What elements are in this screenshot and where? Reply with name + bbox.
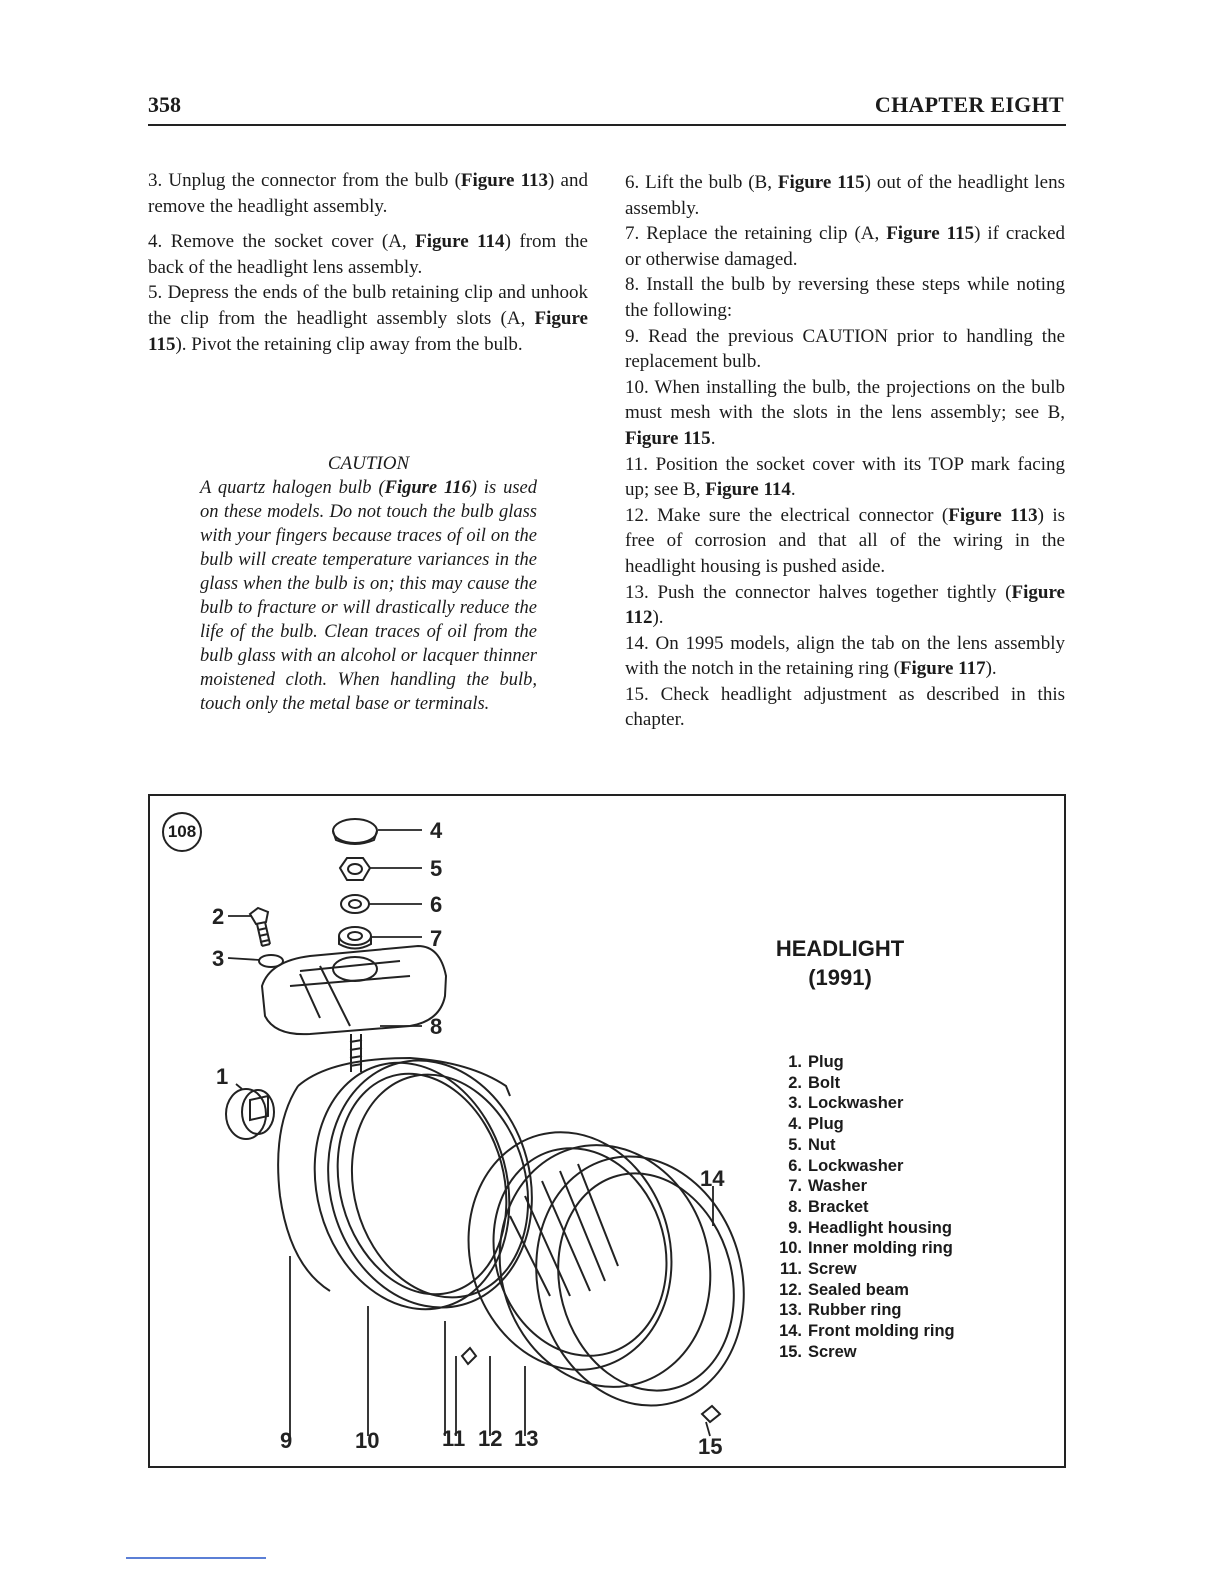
mounting-stud-part <box>350 1034 362 1072</box>
legend-item <box>770 1135 955 1156</box>
step-11: 11. Position the socket cover with its TOP mark facing up; see B, Figure 114. <box>625 453 1065 501</box>
figure-108 <box>148 794 1066 1468</box>
step-12: 12. Make sure the electrical connector (Figure 113) is free of corrosion and that all of the wiring in the headlight housing is pushed aside. <box>625 504 1066 577</box>
callout-1: 1 <box>216 1064 229 1089</box>
callout-9: 9 <box>280 1428 293 1453</box>
callout-4: 4 <box>430 818 443 843</box>
legend-number: 12. <box>779 1280 802 1299</box>
callout-14: 14 <box>700 1166 725 1191</box>
legend-label: Washer <box>808 1177 867 1196</box>
legend-item <box>770 1176 955 1197</box>
legend-label: Screw <box>808 1342 857 1361</box>
legend-item <box>770 1259 955 1280</box>
step-14: 14. On 1995 models, align the tab on the lens assembly with the notch in the retaining ring (Figure 117). <box>625 632 1065 680</box>
figure-title <box>750 934 930 992</box>
legend-item <box>770 1300 955 1321</box>
inner-molding-ring-part <box>301 1037 559 1330</box>
legend-label: Rubber ring <box>808 1301 902 1320</box>
caution-text: A quartz halogen bulb (Figure 116) is used on these models. Do not touch the bulb glass with your fingers because traces of oil on the bulb will create temperature variances in the glass when the bulb is on; this may cause the bulb to fracture or will drastically reduce the life of the bulb. Clean traces of oil from the bulb glass with an alcohol or lacquer thinner moistened cloth. When handling the bulb, touch only the metal base or terminals. <box>200 478 537 714</box>
legend-item <box>770 1073 955 1094</box>
footer-link-underline <box>126 1557 266 1559</box>
legend-item <box>770 1321 955 1342</box>
step-9: 9. Read the previous CAUTION prior to handling the replacement bulb. <box>625 325 1065 373</box>
header-rule <box>148 124 1066 126</box>
bolt-part <box>250 908 270 946</box>
legend-number: 15. <box>779 1342 802 1361</box>
step-8: 8. Install the bulb by reversing these steps while noting the following: <box>625 274 1065 321</box>
callout-11: 11 <box>442 1426 466 1451</box>
legend-label: Sealed beam <box>808 1280 909 1299</box>
right-column <box>625 170 1065 733</box>
legend-item <box>770 1197 955 1218</box>
front-molding-ring-part <box>509 1133 771 1429</box>
caution-block <box>200 452 537 716</box>
callout-3: 3 <box>212 946 225 971</box>
callout-12: 12 <box>478 1426 503 1451</box>
legend-label: Screw <box>808 1260 857 1279</box>
parts-legend <box>770 1052 955 1363</box>
step-7: 7. Replace the retaining clip (A, Figure 115) if cracked or otherwise damaged. <box>625 223 1065 270</box>
legend-label: Inner molding ring <box>808 1239 953 1258</box>
legend-label: Bolt <box>808 1073 841 1092</box>
legend-number: 13. <box>779 1301 802 1320</box>
legend-number: 10. <box>779 1239 802 1258</box>
legend-item <box>770 1156 955 1177</box>
left-column <box>148 168 588 357</box>
callout-10: 10 <box>355 1428 380 1453</box>
plug-cap-part <box>333 819 377 844</box>
screw-15-part <box>702 1406 720 1422</box>
callout-15: 15 <box>698 1434 723 1459</box>
callout-7: 7 <box>430 926 443 951</box>
callout-6: 6 <box>430 892 443 917</box>
legend-number: 5. <box>788 1135 802 1154</box>
legend-label: Headlight housing <box>808 1218 952 1237</box>
chapter-title: CHAPTER EIGHT <box>874 92 1064 117</box>
sealed-beam-part <box>442 1109 697 1393</box>
step-4: 4. Remove the socket cover (A, Figure 114) from the back of the headlight lens assembly. <box>148 231 588 278</box>
step-6: 6. Lift the bulb (B, Figure 115) out of the headlight lens assembly. <box>625 172 1065 219</box>
legend-item <box>770 1218 955 1239</box>
figure-title-line2: (1991) <box>808 965 872 990</box>
screw-11-part <box>462 1348 476 1364</box>
legend-number: 1. <box>788 1053 802 1071</box>
step-5: 5. Depress the ends of the bulb retaining clip and unhook the clip from the headlight assembly slots (A, Figure 115). Pivot the retaining clip away from the bulb. <box>148 282 588 355</box>
bracket-part <box>262 946 446 1034</box>
legend-label: Lockwasher <box>808 1156 904 1175</box>
legend-number: 3. <box>788 1094 802 1113</box>
legend-number: 7. <box>788 1177 802 1196</box>
step-15: 15. Check headlight adjustment as described in this chapter. <box>625 683 1065 731</box>
legend-number: 9. <box>788 1218 802 1237</box>
legend-item <box>770 1093 955 1114</box>
legend-item <box>770 1238 955 1259</box>
figure-number-badge: 108 <box>162 812 202 852</box>
socket-plug-part <box>226 1089 274 1139</box>
page-number: 358 <box>148 92 181 117</box>
legend-item <box>770 1114 955 1135</box>
legend-label: Bracket <box>808 1197 869 1216</box>
figure-title-line1: HEADLIGHT <box>775 936 905 961</box>
legend-number: 11. <box>779 1260 802 1279</box>
legend-label: Lockwasher <box>808 1094 904 1113</box>
step-3: 3. Unplug the connector from the bulb (Figure 113) and remove the headlight assembly. <box>148 170 588 217</box>
legend-number: 4. <box>788 1115 802 1134</box>
step-13: 13. Push the connector halves together tightly (Figure 112). <box>625 581 1065 629</box>
legend-number: 2. <box>788 1073 802 1092</box>
legend-item <box>770 1052 955 1073</box>
legend-number: 8. <box>788 1197 802 1216</box>
callout-8: 8 <box>430 1014 443 1039</box>
legend-item <box>770 1280 955 1301</box>
headlight-housing-part <box>278 1041 536 1332</box>
lockwasher-part <box>341 895 369 913</box>
legend-item <box>770 1342 955 1363</box>
legend-label: Plug <box>808 1115 844 1134</box>
washer-part <box>339 927 371 949</box>
step-10: 10. When installing the bulb, the projections on the bulb must mesh with the slots in the lens assembly; see B, Figure 115. <box>625 376 1065 449</box>
legend-label: Front molding ring <box>808 1322 955 1341</box>
legend-label: Nut <box>808 1135 836 1154</box>
legend-number: 6. <box>788 1156 802 1175</box>
legend-label: Plug <box>808 1053 844 1071</box>
legend-number: 14. <box>779 1322 802 1341</box>
nut-part <box>340 858 370 880</box>
callout-2: 2 <box>212 904 225 929</box>
callout-5: 5 <box>430 856 443 881</box>
callout-13: 13 <box>514 1426 539 1451</box>
caution-title: CAUTION <box>327 453 410 474</box>
